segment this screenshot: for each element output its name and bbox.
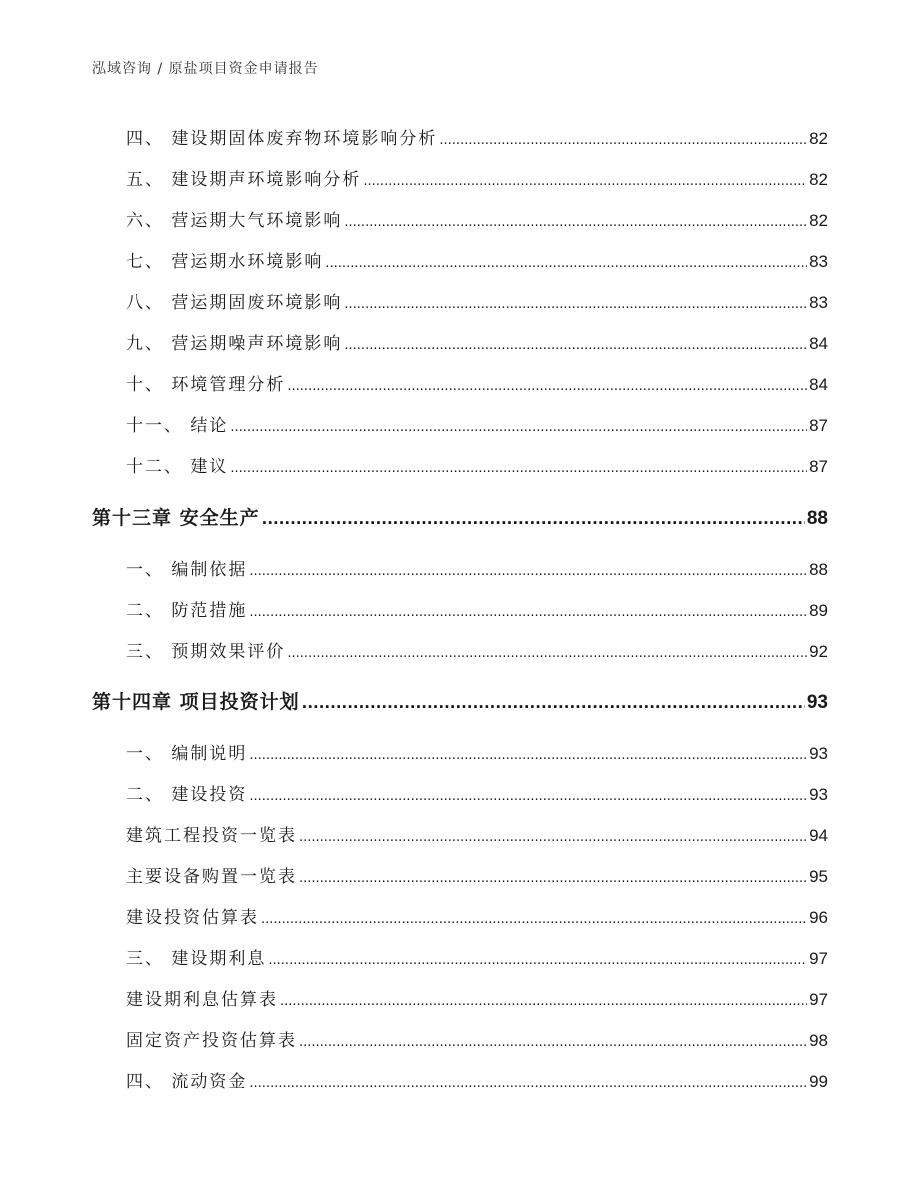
toc-entry[interactable] (126, 944, 828, 968)
toc-leader-dots (325, 256, 807, 271)
toc-entry-title: 四、 流动资金 (126, 1072, 248, 1092)
toc-entry[interactable] (126, 452, 828, 476)
toc-entry[interactable] (126, 637, 828, 661)
toc-leader-dots (302, 694, 805, 712)
toc-entry-page: 84 (809, 375, 828, 394)
toc-entry[interactable] (126, 411, 828, 435)
toc-entry-page: 93 (809, 744, 828, 763)
toc-entry[interactable] (126, 124, 828, 148)
toc-entry-page: 82 (809, 170, 828, 189)
toc-entry-title: 固定资产投资估算表 (126, 1031, 297, 1051)
toc-leader-dots (249, 748, 807, 763)
toc-chapter-page: 93 (806, 692, 828, 713)
toc-chapter-entry[interactable] (92, 503, 828, 527)
toc-chapter-title: 第十三章 安全生产 (92, 507, 260, 529)
toc-entry-page: 88 (809, 560, 828, 579)
toc-leader-dots (249, 1076, 807, 1091)
toc-leader-dots (280, 994, 807, 1009)
toc-entry[interactable] (126, 247, 828, 271)
toc-entry-title: 三、 建设期利息 (126, 949, 267, 969)
toc-leader-dots (230, 461, 807, 476)
toc-entry[interactable] (126, 206, 828, 230)
toc-entry-title: 二、 防范措施 (126, 601, 248, 621)
toc-entry[interactable] (126, 780, 828, 804)
toc-chapter-entry[interactable] (92, 687, 828, 711)
toc-entry-title: 建设投资估算表 (126, 908, 259, 928)
toc-entry[interactable] (126, 165, 828, 189)
toc-entry-page: 82 (809, 129, 828, 148)
toc-entry-title: 四、 建设期固体废弃物环境影响分析 (126, 129, 438, 149)
toc-leader-dots (344, 215, 807, 230)
toc-entry-page: 97 (809, 949, 828, 968)
toc-entry-title: 六、 营运期大气环境影响 (126, 211, 343, 231)
toc-leader-dots (262, 510, 805, 528)
toc-entry[interactable] (126, 288, 828, 312)
toc-entry-page: 94 (809, 826, 828, 845)
toc-entry-title: 建筑工程投资一览表 (126, 826, 297, 846)
toc-leader-dots (249, 564, 807, 579)
toc-entry-page: 95 (809, 867, 828, 886)
toc-chapter-page: 88 (806, 508, 828, 529)
toc-leader-dots (287, 646, 807, 661)
toc-leader-dots (299, 1035, 807, 1050)
toc-leader-dots (287, 379, 807, 394)
toc-entry-title: 七、 营运期水环境影响 (126, 252, 324, 272)
toc-entry-title: 一、 编制依据 (126, 560, 248, 580)
toc-chapter-title: 第十四章 项目投资计划 (92, 691, 300, 713)
toc-entry-title: 八、 营运期固废环境影响 (126, 293, 343, 313)
toc-entry[interactable] (126, 862, 828, 886)
toc-leader-dots (230, 420, 807, 435)
toc-entry-page: 83 (809, 252, 828, 271)
toc-entry-title: 建设期利息估算表 (126, 990, 278, 1010)
toc-entry[interactable] (126, 596, 828, 620)
toc-entry[interactable] (126, 370, 828, 394)
toc-entry[interactable] (126, 555, 828, 579)
toc-entry[interactable] (126, 739, 828, 763)
toc-entry-page: 97 (809, 990, 828, 1009)
toc-entry-title: 五、 建设期声环境影响分析 (126, 170, 362, 190)
toc-entry[interactable] (126, 1026, 828, 1050)
toc-entry-page: 99 (809, 1072, 828, 1091)
toc-entry-title: 十二、 建议 (126, 457, 229, 477)
toc-entry-title: 三、 预期效果评价 (126, 642, 286, 662)
toc-leader-dots (363, 174, 807, 189)
toc-leader-dots (268, 953, 807, 968)
page-header: 泓域咨询 / 原盐项目资金申请报告 (92, 61, 319, 77)
toc-entry-page: 83 (809, 293, 828, 312)
toc-entry-title: 九、 营运期噪声环境影响 (126, 334, 343, 354)
toc-entry[interactable] (126, 1067, 828, 1091)
toc-leader-dots (344, 297, 807, 312)
toc-entry-title: 主要设备购置一览表 (126, 867, 297, 887)
toc-entry-page: 87 (809, 457, 828, 476)
toc-entry-page: 89 (809, 601, 828, 620)
toc-leader-dots (261, 912, 807, 927)
toc-entry-page: 84 (809, 334, 828, 353)
toc-entry-title: 二、 建设投资 (126, 785, 248, 805)
toc-entry-title: 十、 环境管理分析 (126, 375, 286, 395)
toc-leader-dots (439, 133, 807, 148)
toc-leader-dots (344, 338, 807, 353)
toc-leader-dots (249, 605, 807, 620)
toc-entry-page: 87 (809, 416, 828, 435)
toc-entry-title: 一、 编制说明 (126, 744, 248, 764)
toc-entry-page: 92 (809, 642, 828, 661)
toc-entry[interactable] (126, 903, 828, 927)
toc-entry-page: 98 (809, 1031, 828, 1050)
toc-leader-dots (299, 830, 807, 845)
toc-entry-page: 82 (809, 211, 828, 230)
toc-entry[interactable] (126, 329, 828, 353)
toc-entry[interactable] (126, 985, 828, 1009)
toc-leader-dots (299, 871, 807, 886)
toc-entry-page: 93 (809, 785, 828, 804)
toc-entry-page: 96 (809, 908, 828, 927)
toc-entry-title: 十一、 结论 (126, 416, 229, 436)
toc-entry[interactable] (126, 821, 828, 845)
toc-leader-dots (249, 789, 807, 804)
